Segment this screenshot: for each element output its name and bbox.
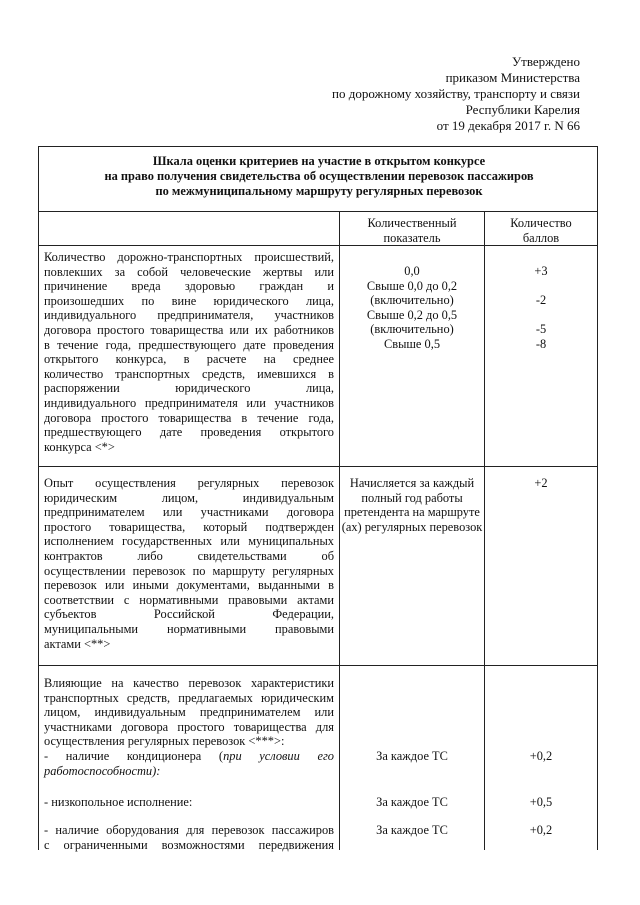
points-cell: +2 [534, 476, 548, 490]
row-divider [38, 466, 598, 467]
subitem-air-conditioner: - наличие кондиционера (при условии его работоспособности): [44, 749, 334, 778]
indicator-cell: За каждое ТС [376, 823, 448, 837]
indicator-cell: За каждое ТС [376, 795, 448, 809]
approval-line: по дорожному хозяйству, транспорту и связи [332, 86, 580, 101]
table-title-line: на право получения свидетельства об осуществлении перевозок пассажиров [104, 168, 534, 183]
table-title-line: по межмуниципальному маршруту регулярных перевозок [155, 183, 483, 198]
indicator-cell: За каждое ТС [376, 749, 448, 763]
points-cell: +0,2 [529, 823, 553, 837]
table-row-experience: Опыт осуществления регулярных перевозок юридическим лицом, индивидуальным предпринимателем или участниками договора простого товарищества, который подтвержден исполнением государственных или муниципальных контрактов либо свидетельствами об осуществлении перевозок по маршруту регулярных перевозок или иными документами, выданными в соответствии с нормативными правовыми актами субъектов Российской Федерации, муниципальными нормативными правовыми актами <**> [44, 476, 334, 651]
table-border-left [38, 146, 39, 850]
indicator-cell: Начисляется за каждый полный год работы претендента на маршруте (ах) регулярных перевозок [341, 476, 483, 534]
approval-line: Утверждено [511, 54, 580, 69]
subitem-accessibility-equipment: - наличие оборудования для перевозок пассажиров с ограниченными возможностями передвижения [44, 823, 334, 852]
table-title [40, 154, 598, 198]
points-cell: +3 -2 -5 -8 [534, 264, 548, 351]
points-cell: +0,2 [529, 749, 553, 763]
subitem-low-floor: - низкопольное исполнение: [44, 795, 193, 809]
header-indicator: Количественный показатель [367, 216, 457, 245]
approval-line: приказом Министерства [445, 70, 580, 85]
table-border-right [597, 146, 598, 850]
table-row-accidents: Количество дорожно-транспортных происшествий, повлекших за собой человеческие жертвы или причинение вреда здоровью граждан и произошедших по вине юридического лица, индивидуального предпринимателя, участников договора простого товарищества или их работников в течение года, предшествующего дате проведения открытого конкурса, в расчете на среднее количество транспортных средств, имевшихся в распоряжении юридического лица, индивидуального предпринимателя или участников договора простого товарищества в течение года, предшествующего дате проведения открытого конкурса <*> [44, 250, 334, 454]
table-border-top [38, 146, 598, 147]
approval-line: Республики Карелия [465, 102, 580, 117]
row-divider [38, 665, 598, 666]
table-row-vehicle-characteristics: Влияющие на качество перевозок характеристики транспортных средств, предлагаемых юридическим лицом, индивидуальным предпринимателем или участниками договора простого товарищества для осуществления регулярных перевозок <***>: [44, 676, 334, 749]
table-title-line: Шкала оценки критериев на участие в открытом конкурсе [152, 154, 486, 168]
title-divider [38, 211, 598, 212]
header-points: Количество баллов [510, 216, 572, 245]
indicator-cell: 0,0 Свыше 0,0 до 0,2 (включительно) Свыше 0,2 до 0,5 (включительно) Свыше 0,5 [366, 264, 458, 351]
approval-line: от 19 декабря 2017 г. N 66 [436, 118, 580, 133]
points-cell: +0,5 [529, 795, 553, 809]
